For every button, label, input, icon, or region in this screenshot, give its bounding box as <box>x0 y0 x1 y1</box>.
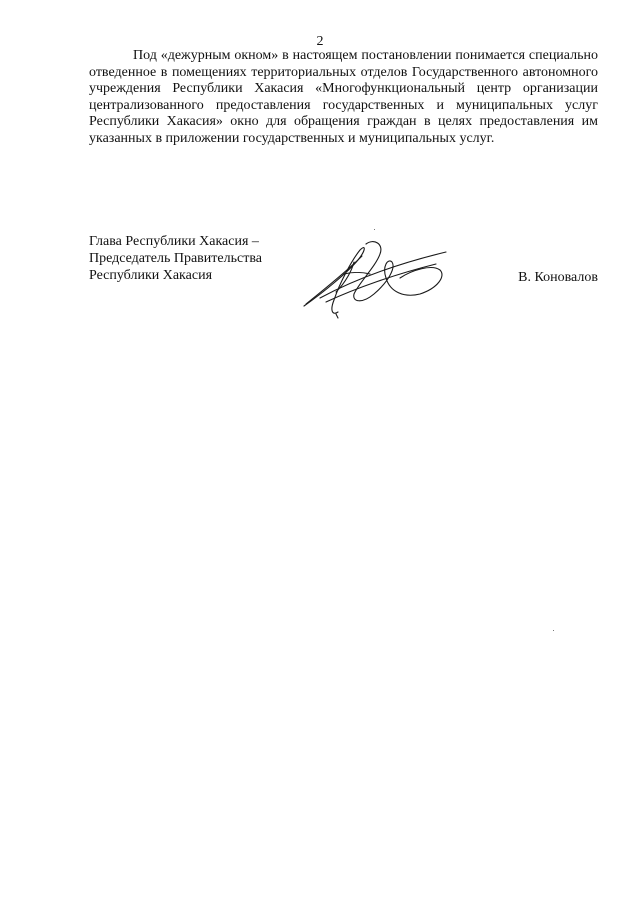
scan-speck <box>374 229 375 230</box>
handwritten-signature <box>296 222 456 322</box>
signatory-title-line-3: Республики Хакасия <box>89 268 213 283</box>
signatory-title-block <box>89 233 289 284</box>
signatory-title-line-2: Председатель Правительства <box>89 251 262 266</box>
scan-speck <box>553 630 554 631</box>
signatory-title-line-1: Глава Республики Хакасия – <box>89 234 259 249</box>
page-number: 2 <box>316 34 324 49</box>
body-paragraph: Под «дежурным окном» в настоящем постановлении понимается специально отведенное в помещениях территориальных отделов Государственного автономного учреждения Республики Хакасия «Многофункциональный центр организации централизованного предоставления государственных и муниципальных услуг Республики Хакасия» окно для обращения граждан в целях предоставления им указанных в приложении государственных и муниципальных услуг. <box>89 48 598 146</box>
signatory-name: В. Коновалов <box>518 270 598 285</box>
